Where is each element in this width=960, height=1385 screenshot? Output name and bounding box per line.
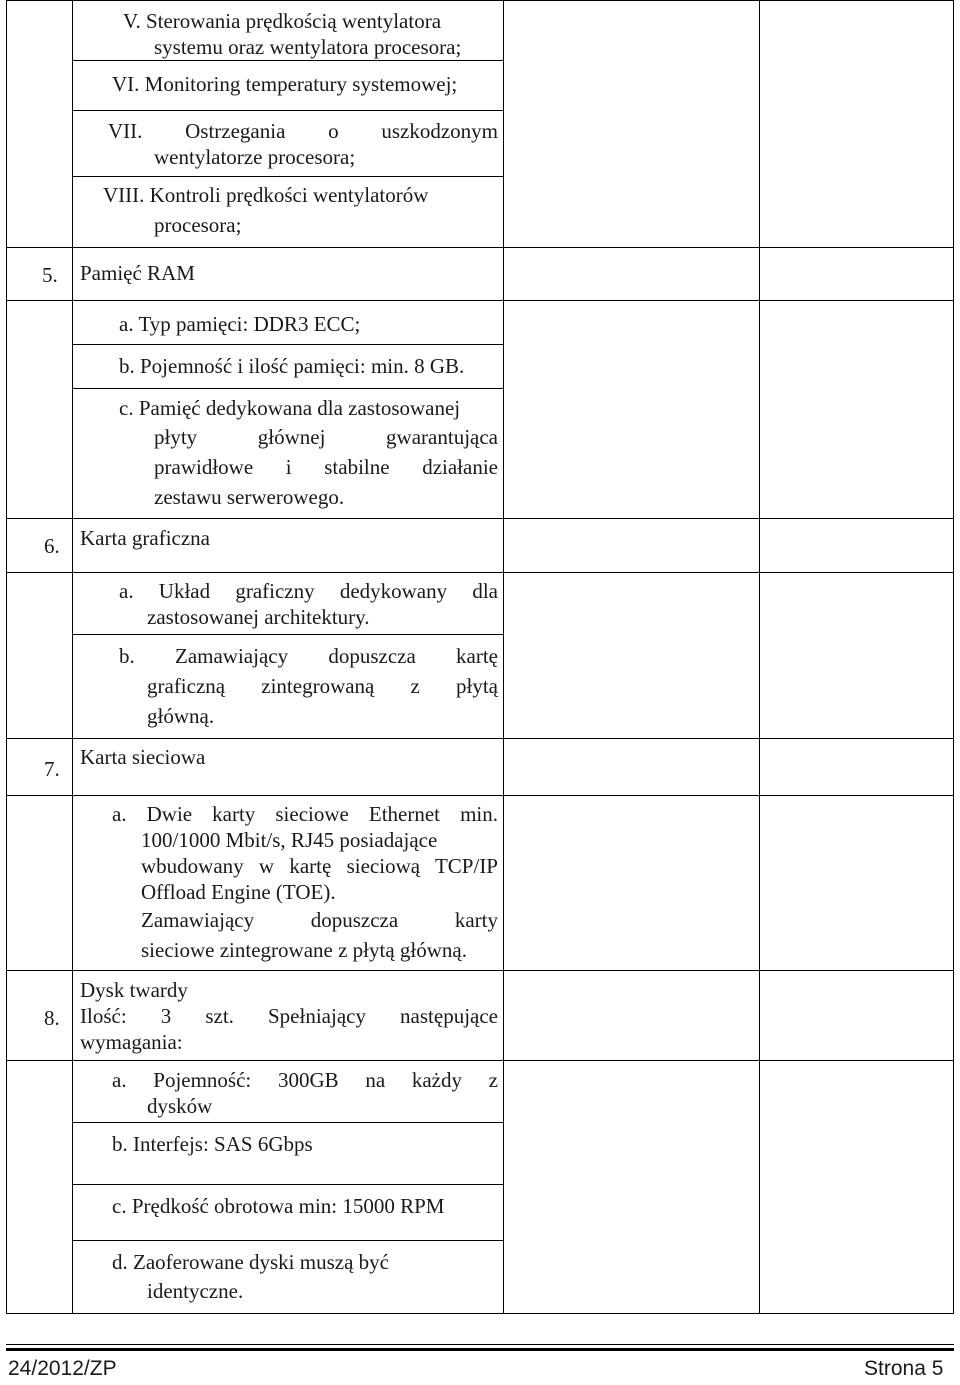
row-number-6: 6. (44, 534, 60, 558)
row-number-7: 7. (44, 757, 60, 781)
gpu-a-line2: zastosowanej architektury. (147, 605, 370, 629)
row-title-disk: Dysk twardy (80, 978, 188, 1002)
row-number-8: 8. (44, 1006, 60, 1030)
item-vii-line1: VII. Ostrzegania o uszkodzonym (108, 119, 498, 143)
ram-c-line4: zestawu serwerowego. (154, 485, 345, 509)
gpu-b-line3: główną. (147, 704, 215, 728)
row-number-5: 5. (42, 263, 58, 287)
ram-c-line2: płyty głównej gwarantująca (154, 425, 498, 449)
disk-b: b. Interfejs: SAS 6Gbps (112, 1132, 313, 1156)
item-vii-line2: wentylatorze procesora; (154, 145, 356, 169)
ram-c-line3: prawidłowe i stabilne działanie (154, 455, 498, 479)
item-v-line1: V. Sterowania prędkością wentylatora (123, 9, 442, 33)
row-title-gpu: Karta graficzna (80, 526, 210, 550)
row-title-nic: Karta sieciowa (80, 745, 206, 769)
nic-a-line1: a. Dwie karty sieciowe Ethernet min. (112, 802, 498, 826)
nic-a-line4: Offload Engine (TOE). (141, 880, 336, 904)
ram-b: b. Pojemność i ilość pamięci: min. 8 GB. (119, 354, 465, 378)
ram-c-line1: c. Pamięć dedykowana dla zastosowanej (119, 396, 461, 420)
disk-d-line2: identyczne. (147, 1279, 244, 1303)
item-v-line2: systemu oraz wentylatora procesora; (154, 35, 462, 59)
footer-rule-thick (6, 1348, 954, 1351)
nic-a-line2: 100/1000 Mbit/s, RJ45 posiadające (141, 828, 438, 852)
gpu-b-line2: graficzną zintegrowaną z płytą (147, 674, 498, 698)
item-vi: VI. Monitoring temperatury systemowej; (112, 72, 458, 96)
gpu-a-line1: a. Układ graficzny dedykowany dla (119, 579, 498, 603)
footer-rule (6, 1344, 954, 1345)
disk-a-line2: dysków (147, 1094, 213, 1118)
row-title-disk-req: wymagania: (80, 1030, 183, 1054)
disk-c: c. Prędkość obrotowa min: 15000 RPM (112, 1194, 445, 1218)
footer-page-number: Strona 5 (864, 1357, 944, 1380)
item-viii-line1: VIII. Kontroli prędkości wentylatorów (103, 183, 429, 207)
gpu-b-line1: b. Zamawiający dopuszcza kartę (119, 644, 498, 668)
nic-a-line5: Zamawiający dopuszcza karty (141, 908, 498, 932)
disk-a-line1: a. Pojemność: 300GB na każdy z (112, 1068, 498, 1092)
row-title-disk-qty: Ilość: 3 szt. Spełniający następujące (80, 1004, 498, 1028)
nic-a-line6: sieciowe zintegrowane z płytą główną. (141, 938, 467, 962)
row-title-ram: Pamięć RAM (80, 261, 195, 285)
ram-a: a. Typ pamięci: DDR3 ECC; (119, 312, 361, 336)
nic-a-line3: wbudowany w kartę sieciową TCP/IP (141, 854, 498, 878)
footer-doc-id: 24/2012/ZP (8, 1357, 117, 1380)
item-viii-line2: procesora; (154, 213, 242, 237)
disk-d-line1: d. Zaoferowane dyski muszą być (112, 1250, 389, 1274)
